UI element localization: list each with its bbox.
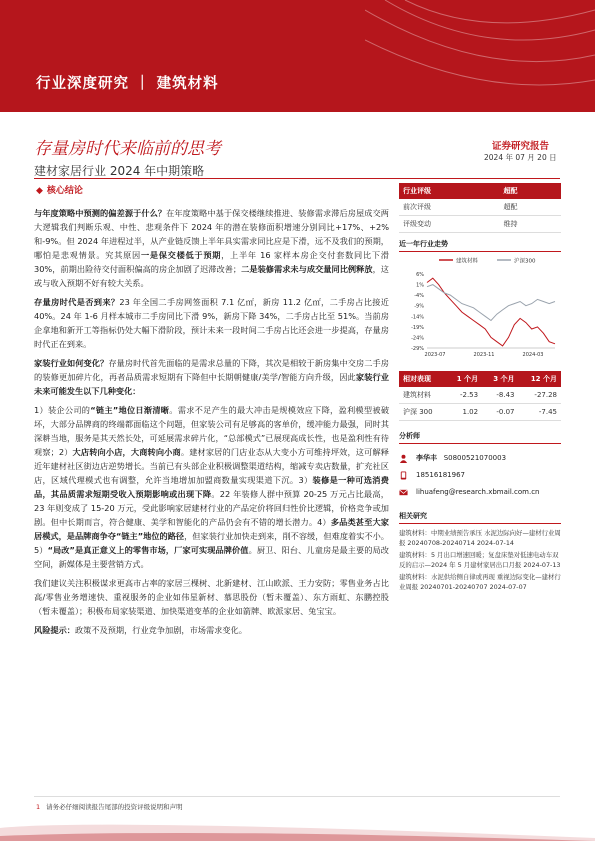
sidebar (399, 183, 561, 594)
y-tick-label: -29% (411, 346, 424, 352)
text-span: 。需求不足产生的最大冲击是规模效应下降，盈利模型被破坏，大部分品牌商的终端都面临这个问题，但家装公司有足够高的客单价，缓冲能力最强，同时其深耕当地，服务是其天然长处，可延展需求碎片化，“总部模式”已展现高成长性，也是盈利性有待观察；2） (34, 405, 390, 457)
emphasis-text: 大店转向小店，大商转向小商 (72, 447, 181, 457)
y-tick-label: -19% (411, 324, 424, 331)
performance-cell: -27.28 (519, 387, 562, 404)
related-item[interactable]: 建筑材料：中期业绩预告承压 水泥边际向好—建材行业周报 20240708-20240714 2024-07-14 (399, 529, 561, 547)
text-span: 。厨卫、阳台、儿童房是最主要的局改空间，新媒体是主要营销方式。 (34, 545, 389, 569)
report-subtitle: 建材家居行业 2024 年中期策略 (34, 164, 205, 178)
core-conclusion-label: 核心结论 (46, 186, 83, 196)
x-tick-label: 2023-11 (473, 352, 495, 358)
text-span: 存量房时代首先面临的是需求总量的下降，其次是相较于新房集中交房二手房的装修更加碎片化，再者品质需求短期有下降但中长期朝健康/美学/智能方向升级，因此 (34, 358, 389, 382)
performance-cell: -7.45 (519, 404, 562, 421)
analyst-heading: 分析师 (399, 431, 561, 444)
report-date: 2024 年 07 月 20 日 (484, 153, 557, 162)
performance-cell: 12 个月 (519, 371, 562, 387)
analyst-phone: 18516181967 (416, 471, 465, 479)
rating-value: 超配 (500, 199, 561, 216)
rating-row (399, 199, 561, 216)
performance-cell: 1.02 (446, 404, 482, 421)
triangle-icon: ◆ (36, 186, 43, 196)
rating-label: 评级变动 (399, 216, 500, 233)
performance-cell: 相对表现 (399, 371, 446, 387)
performance-row (399, 387, 561, 404)
risk-text: 政策不及预期，行业竞争加剧，市场需求变化。 (74, 625, 247, 635)
banner-title: 行业深度研究 ｜ 建筑材料 (36, 76, 219, 92)
emphasis-text: “链主”地位日渐清晰 (90, 405, 170, 415)
y-tick-label: -4% (414, 293, 424, 300)
x-tick-label: 2024-03 (522, 352, 544, 358)
paragraph-risk (34, 623, 389, 637)
footer-decoration (0, 808, 595, 841)
analyst-name: 李华丰 (416, 454, 437, 462)
text-span: ，上半年 16 家样本房企交付套数同比下滑 30%，前期出险待交付面积偏高的房企加剧了迟滞改善； (34, 250, 389, 274)
performance-cell: -2.53 (446, 387, 482, 404)
performance-cell: 建筑材料 (399, 387, 446, 404)
performance-table (399, 371, 561, 421)
title-divider (34, 178, 560, 179)
trend-chart-svg (399, 252, 561, 362)
related-research-list (399, 528, 561, 592)
analyst-license: S0800521070003 (443, 454, 507, 462)
text-span: 在年度策略中基于保交楼继续推进、装修需求滞后房屋成交两大逻辑我们判断乐观、中性、悲观条件下 2024 年的潜在装修面积增速分别同比+17%、+2%和-9%。但 2024 年进程过半，从产业链反馈上半年具实需求同比应是下滑，远不及我们的预期，哪怕是悲观情景。究其原因 (34, 208, 389, 260)
email-icon (399, 488, 408, 497)
rating-label: 行业评级 (399, 183, 500, 199)
x-tick-label: 2023-07 (424, 352, 446, 358)
related-item[interactable]: 建筑材料：水泥供给侧自律或再现 重视边际变化—建材行业周报 20240701-20240707 2024-07-07 (399, 573, 561, 591)
series-line (427, 285, 555, 321)
analyst-info (399, 450, 561, 501)
related-heading: 相关研究 (399, 511, 561, 524)
analyst-email[interactable]: lihuafeng@research.xbmail.com.cn (416, 488, 540, 496)
emphasis-text: 装修是一种可选消费品，其品质需求短期受收入预期影响或出现下降 (34, 475, 389, 499)
banner-decoration (365, 0, 595, 112)
text-span: 。建材家居的门店业态从大变小方可维持坪效，这可解释近年建材社区街边店逆势增长。当前已有头部企业积极调整渠道结构，缩减专卖店数量，扩充社区店，区域代理模式也有调整，允许当地增加加盟商数量实现渠道下沉。3） (34, 447, 389, 485)
emphasis-text: 二是装修需求未与成交量同比例释放 (241, 264, 373, 274)
performance-cell: -8.43 (482, 387, 518, 404)
legend-label: 沪深300 (514, 258, 536, 265)
header-banner (0, 0, 595, 112)
performance-cell: 3 个月 (482, 371, 518, 387)
paragraph-recommendation: 我们建议关注积极谋求更高市占率的家居三棵树、北新建材、江山欧派、王力安防；零售业务占比高/零售业务增速快、重视服务的企业如伟星新材、慕思股份（暂未覆盖）、东方雨虹、东鹏控股（暂未覆盖）；积极布局家装渠道、加快渠道变革的企业如箭牌、欧派家居、兔宝宝。 (34, 578, 389, 616)
rating-table (399, 183, 561, 233)
y-tick-label: -14% (411, 314, 424, 321)
y-tick-label: -24% (411, 335, 424, 342)
emphasis-text: 一是保交楼低于预期 (140, 250, 222, 260)
paragraph-stock-era (34, 295, 389, 351)
performance-cell: 沪深 300 (399, 404, 446, 421)
text-span: 。22 年装修人群中预算 20-25 万元占比最高，23 年则变成了 15-20 万元，受此影响家居建材行业的产品定价将回归性价比逻辑，价格竞争或加剧。但中长期而言，符合健康、美学和智能化的产品仍会有不错的增长潜力。4） (34, 489, 389, 527)
analyst-name-row (399, 450, 561, 467)
emphasis-text: 多品类甚至大家居模式，是品牌商争夺“链主”地位的路径 (34, 517, 389, 541)
rating-row (399, 183, 561, 199)
y-tick-label: 6% (416, 272, 424, 278)
trend-chart (399, 251, 561, 361)
text-span: ，这或与收入预期不好有较大关系。 (34, 264, 389, 288)
body-text (34, 206, 389, 642)
chart-title: 近一年行业走势 (399, 240, 448, 248)
core-conclusion-heading (36, 183, 83, 196)
y-tick-label: 1% (416, 282, 424, 289)
performance-row (399, 404, 561, 421)
report-type: 证券研究报告 (492, 141, 550, 152)
disclaimer-note: 请务必仔细阅读报告尾部的投资评级说明和声明 (46, 803, 183, 811)
emphasis-text: “局改”是真正意义上的零售市场，厂家可实现品牌价值 (47, 545, 249, 555)
person-icon (399, 454, 408, 463)
emphasis-text: 家装行业未来可能发生以下几种变化： (34, 372, 389, 396)
rating-label: 前次评级 (399, 199, 500, 216)
performance-cell: -0.07 (482, 404, 518, 421)
rating-value: 超配 (500, 183, 561, 199)
paragraph-changes-list (34, 403, 389, 571)
performance-cell: 1 个月 (446, 371, 482, 387)
question-stock-era: 存量房时代是否到来？ (34, 297, 120, 307)
analyst-phone-row (399, 467, 561, 484)
paragraph-deviation (34, 206, 389, 290)
rating-row (399, 216, 561, 233)
page-number: 1 (36, 803, 41, 811)
phone-icon (399, 471, 408, 480)
question-industry-change: 家装行业如何变化？ (34, 358, 109, 368)
question-deviation: 与年度策略中预测的偏差源于什么？ (34, 208, 167, 218)
risk-label: 风险提示： (34, 625, 75, 635)
legend-label: 建筑材料 (456, 258, 479, 265)
related-item[interactable]: 建筑材料：5 月出口增速回暖；复盘床垫对低速电动车双反的启示—2024 年 5 月建材家居出口月报 2024-07-13 (399, 551, 561, 569)
performance-header-row (399, 371, 561, 387)
footer-divider (0, 796, 595, 797)
analyst-email-row (399, 484, 561, 501)
text-span: 1）装企公司的 (34, 405, 91, 415)
paragraph-industry-change (34, 356, 389, 398)
text-span: 23 年全国二手房网签面积 7.1 亿㎡，新房 11.2 亿㎡，二手房占比接近 40%。24 年 1-6 月样本城市二手房同比下滑 9%，新房下降 34%，二手房占比至 51%。当前房企拿地和新开工等指标仍处大幅下滑阶段，预计未来一段时间二手房占比还会进一步提高，存量房时代正在到来。 (34, 297, 389, 349)
text-span: ，但家装行业加快走到来，削不容缓，但难度着实不小。5） (34, 531, 389, 555)
series-line (427, 278, 555, 346)
report-title: 存量房时代来临前的思考 (34, 139, 221, 159)
rating-value: 维持 (500, 216, 561, 233)
y-tick-label: -9% (414, 303, 424, 310)
